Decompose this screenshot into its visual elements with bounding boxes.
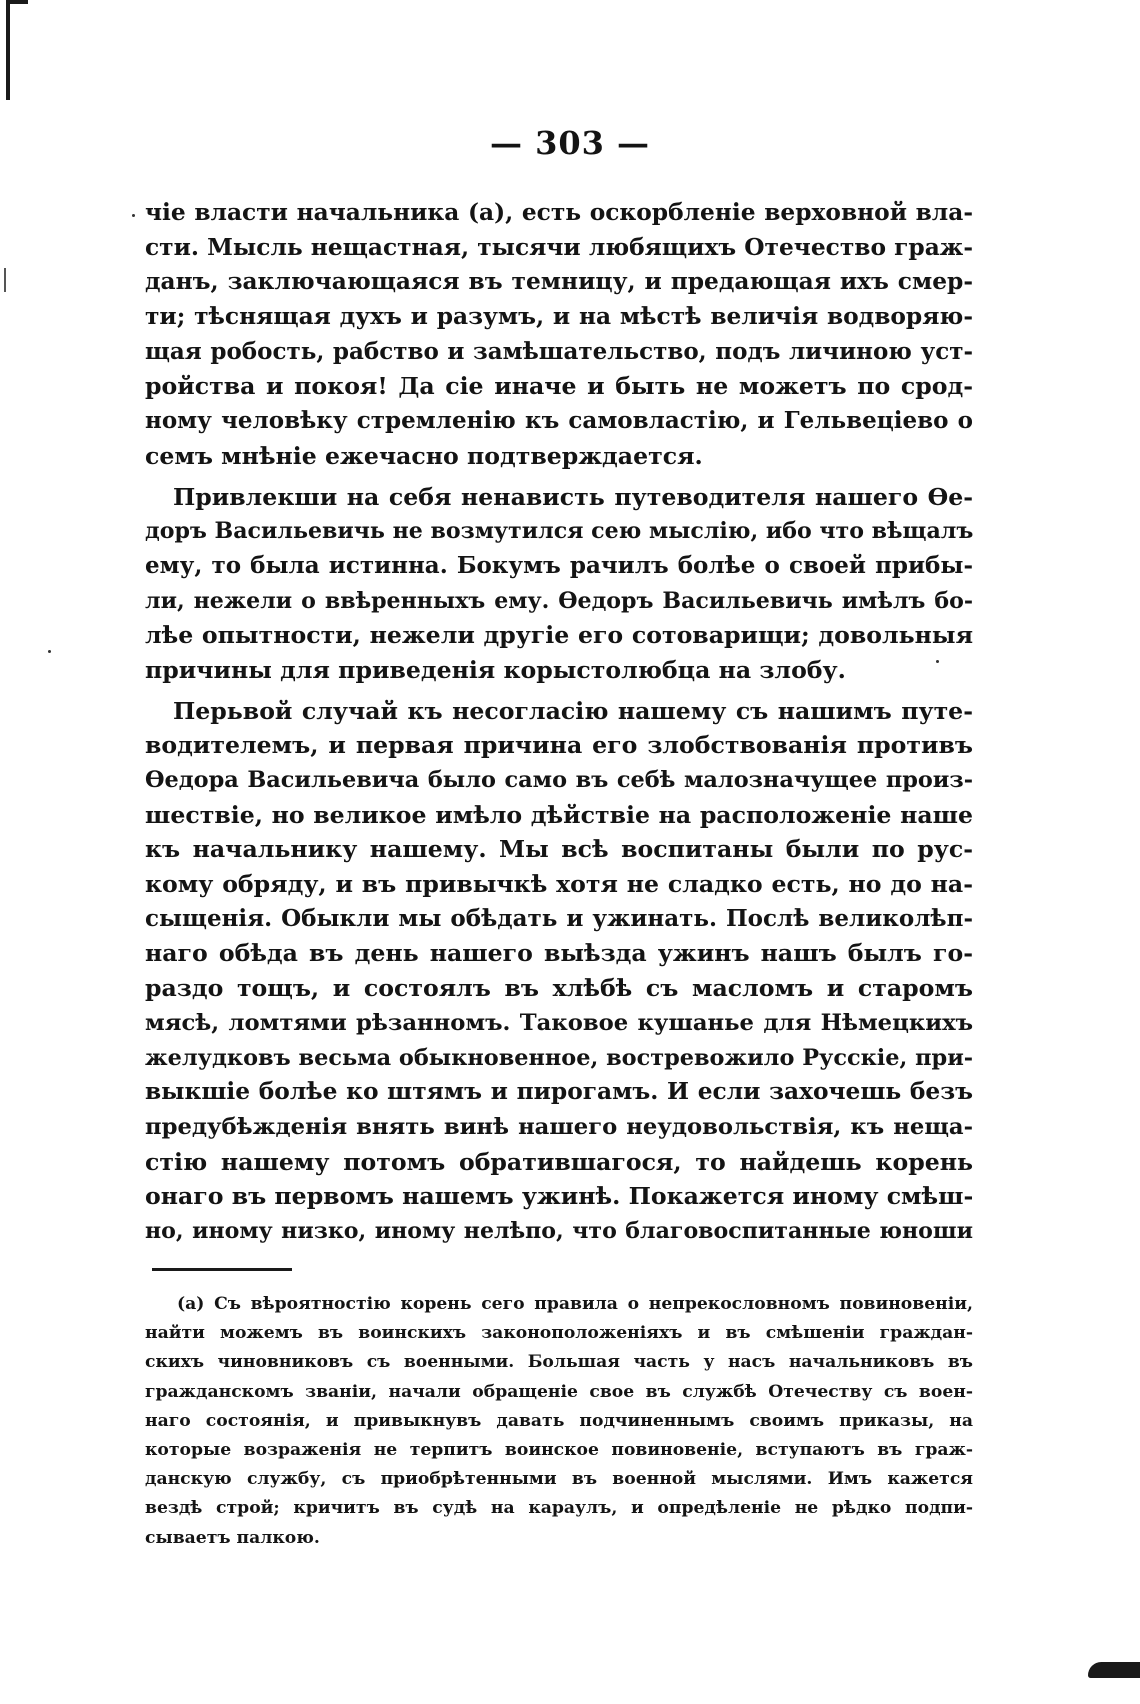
text-line: шествіе, но великое имѣло дѣйствіе на расположеніе наше bbox=[145, 800, 973, 829]
footnote-line: гражданскомъ званіи, начали обращеніе свое въ службѣ Отечеству съ воен- bbox=[145, 1381, 973, 1402]
text-line: причины для приведенія корыстолюбца на злобу. bbox=[145, 655, 846, 684]
ink-blot bbox=[1088, 1662, 1140, 1678]
scan-speck bbox=[48, 650, 51, 653]
text-line: данъ, заключающаяся въ темницу, и предающая ихъ смер- bbox=[145, 268, 973, 296]
footnote-line: вездѣ строй; кричитъ въ судѣ на караулъ, и опредѣленіе не рѣдко подпи- bbox=[145, 1498, 973, 1519]
footnote-line: сываетъ палкою. bbox=[145, 1527, 320, 1548]
text-line: щая робость, рабство и замѣшательство, подъ личиною уст- bbox=[145, 337, 973, 365]
text-line: семъ мнѣніе ежечасно подтверждается. bbox=[145, 441, 703, 470]
text-line: лѣе опытности, нежели другіе его сотоварищи; довольныя bbox=[145, 621, 973, 650]
text-line: ти; тѣснящая духъ и разумъ, и на мѣстѣ величія водворяю- bbox=[145, 303, 973, 331]
text-line: доръ Васильевичь не возмутился сею мыслію, ибо что вѣщалъ bbox=[145, 518, 973, 545]
text-line: сти. Мысль нещастная, тысячи любящихъ Отечество граж- bbox=[145, 233, 973, 261]
text-line: Привлекши на себя ненависть путеводителя нашего Ѳе- bbox=[173, 482, 973, 511]
footnote bbox=[145, 1290, 973, 1553]
text-line: раздо тощъ, и состоялъ въ хлѣбѣ съ масломъ и старомъ bbox=[145, 974, 973, 1003]
text-line: Перьвой случай къ несогласію нашему съ нашимъ путе- bbox=[173, 696, 973, 725]
footnote-divider bbox=[152, 1268, 292, 1271]
text-line: чіе власти начальника (а), есть оскорбленіе верховной вла- bbox=[145, 199, 973, 226]
text-line: Ѳедора Васильевича было само въ себѣ малозначущее произ- bbox=[145, 767, 973, 793]
page-number: — 303 — bbox=[489, 124, 651, 162]
footnote-line: (а) Съ вѣроятностію корень сего правила о непрекословномъ повиновеніи, bbox=[177, 1294, 973, 1314]
text-line: ройства и покоя! Да сіе иначе и быть не можетъ по срод- bbox=[145, 372, 973, 401]
footnote-line: скихъ чиновниковъ съ военными. Большая часть у насъ начальниковъ въ bbox=[145, 1352, 973, 1373]
text-line: ему, то была истинна. Бокумъ рачилъ болѣе о своей прибы- bbox=[145, 551, 973, 579]
text-line: кому обряду, и въ привычкѣ хотя не сладко есть, но до на- bbox=[145, 870, 973, 899]
main-text bbox=[145, 196, 973, 1249]
footnote-line: данскую службу, съ приобрѣтенными въ военной мыслями. Имъ кажется bbox=[145, 1469, 973, 1490]
text-line: ному человѣку стремленію къ самовластію, и Гельвеціево о bbox=[145, 407, 973, 435]
text-line: стію нашему потомъ обратившагося, то найдешь корень bbox=[145, 1147, 973, 1176]
scan-speck bbox=[936, 660, 939, 663]
scan-margin-mark bbox=[4, 268, 6, 292]
text-line: водителемъ, и первая причина его злобствованія противъ bbox=[145, 731, 973, 760]
text-line: онаго въ первомъ нашемъ ужинѣ. Покажется иному смѣш- bbox=[145, 1182, 973, 1211]
footnote-line: найти можемъ въ воинскихъ законоположеніяхъ и въ смѣшеніи граждан- bbox=[145, 1323, 973, 1344]
text-line: сыщенія. Обыкли мы обѣдать и ужинать. Послѣ великолѣп- bbox=[145, 904, 973, 932]
footnote-line: наго состоянія, и привыкнувъ давать подчиненнымъ своимъ приказы, на bbox=[145, 1410, 973, 1431]
scan-edge-mark bbox=[6, 0, 28, 100]
scan-speck bbox=[132, 214, 135, 217]
text-line: выкшіе болѣе ко штямъ и пирогамъ. И если захочешь безъ bbox=[145, 1078, 973, 1106]
text-line: мясѣ, ломтями рѣзанномъ. Таковое кушанье для Нѣмецкихъ bbox=[145, 1009, 973, 1036]
text-line: ли, нежели о ввѣренныхъ ему. Ѳедоръ Васильевичь имѣлъ бо- bbox=[145, 587, 973, 614]
text-line: къ начальнику нашему. Мы всѣ воспитаны были по рус- bbox=[145, 835, 973, 864]
text-line: наго обѣда въ день нашего выѣзда ужинъ нашъ былъ го- bbox=[145, 939, 973, 968]
text-line: желудковъ весьма обыкновенное, востревожило Русскіе, при- bbox=[145, 1044, 973, 1071]
text-line: но, иному низко, иному нелѣпо, что благовоспитанные юноши bbox=[145, 1217, 973, 1244]
text-line: предубѣжденія внять винѣ нашего неудовольствія, къ неща- bbox=[145, 1113, 973, 1140]
footnote-line: которые возраженія не терпитъ воинское повиновеніе, вступаютъ въ граж- bbox=[145, 1439, 973, 1460]
